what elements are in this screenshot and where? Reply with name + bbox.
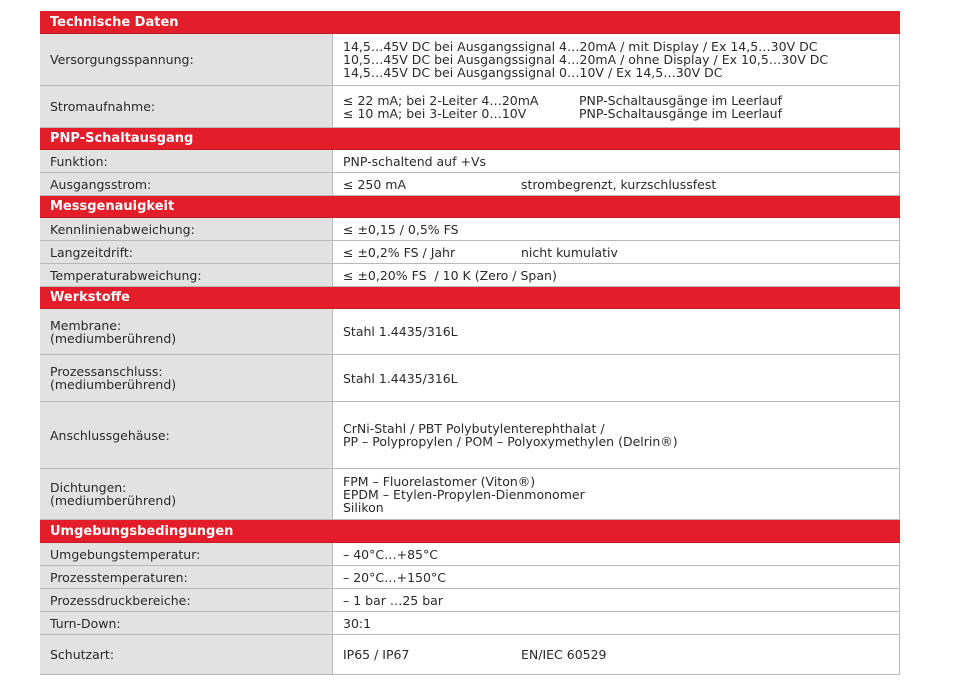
- spec-row-ausgangsstrom: [40, 173, 900, 196]
- value-text: ≤ 250 mA: [343, 176, 407, 192]
- spec-row-funktion: [40, 150, 900, 173]
- spec-label: [40, 309, 332, 354]
- spec-row-kennlinienabweichung: [40, 218, 900, 241]
- value-text: Stahl 1.4435/316L: [343, 324, 458, 339]
- section-header-technische-daten: [40, 11, 900, 34]
- spec-row-anschlussgehaeuse: [40, 402, 900, 469]
- section-header-werkstoffe: [40, 287, 900, 309]
- value-line: PP – Polypropylen / POM – Polyoxymethylen (Delrin®): [343, 434, 678, 449]
- value-note: PNP-Schaltausgänge im Leerlauf: [579, 105, 782, 121]
- spec-value: [332, 589, 900, 611]
- label-subtext: (mediumberührend): [50, 493, 177, 508]
- label-text: Prozesstemperaturen:: [50, 569, 188, 585]
- spec-row-membrane: [40, 309, 900, 355]
- label-text: Prozessanschluss:: [50, 364, 163, 379]
- value-text: ≤ ±0,15 / 0,5% FS: [343, 221, 459, 237]
- spec-value: [332, 355, 900, 401]
- label-text: Ausgangsstrom:: [50, 176, 152, 192]
- spec-row-prozessanschluss: [40, 355, 900, 402]
- label-text: Temperaturabweichung:: [50, 267, 202, 283]
- label-text: Versorgungsspannung:: [50, 52, 194, 67]
- spec-value: [332, 173, 900, 195]
- value-note: nicht kumulativ: [521, 244, 618, 260]
- section-title: Umgebungsbedingungen: [50, 523, 234, 539]
- spec-row-schutzart: [40, 635, 900, 675]
- spec-label: [40, 86, 332, 127]
- value-text: – 40°C…+85°C: [343, 546, 438, 562]
- spec-label: [40, 264, 332, 286]
- spec-value: [332, 218, 900, 240]
- label-subtext: (mediumberührend): [50, 330, 177, 346]
- section-header-pnp-schaltausgang: [40, 128, 900, 150]
- section-title: Werkstoffe: [50, 290, 130, 305]
- value-note: PNP-Schaltausgänge im Leerlauf: [579, 92, 782, 108]
- label-text: Stromaufnahme:: [50, 99, 156, 114]
- value-line: 14,5…45V DC bei Ausgangssignal 0…10V / Ex 14,5…30V DC: [343, 65, 723, 80]
- label-text: Langzeitdrift:: [50, 244, 133, 260]
- spec-value: [332, 543, 900, 565]
- spec-label: [40, 566, 332, 588]
- spec-label: [40, 150, 332, 172]
- spec-row-prozessdruckbereiche: [40, 589, 900, 612]
- label-text: Prozessdruckbereiche:: [50, 592, 191, 608]
- spec-label: [40, 241, 332, 263]
- spec-label: [40, 589, 332, 611]
- value-line: Silikon: [343, 499, 384, 515]
- value-text: PNP-schaltend auf +Vs: [343, 153, 487, 169]
- value-line: 10,5…45V DC bei Ausgangssignal 4…20mA / ohne Display / Ex 10,5…30V DC: [343, 52, 829, 67]
- spec-value: [332, 241, 900, 263]
- spec-value: [332, 34, 900, 85]
- value-text: – 1 bar …25 bar: [343, 592, 443, 608]
- spec-value: [332, 612, 900, 634]
- spec-label: [40, 612, 332, 634]
- value-note: strombegrenzt, kurzschlussfest: [521, 176, 717, 192]
- label-text: Anschlussgehäuse:: [50, 427, 170, 443]
- spec-label: [40, 34, 332, 85]
- spec-row-temperaturabweichung: [40, 264, 900, 287]
- value-text: ≤ 10 mA; bei 3-Leiter 0…10V: [343, 105, 527, 121]
- value-text: ≤ ±0,20% FS / 10 K (Zero / Span): [343, 267, 557, 283]
- spec-value: [332, 150, 900, 172]
- spec-label: [40, 635, 332, 674]
- value-text: Stahl 1.4435/316L: [343, 370, 458, 386]
- value-line: CrNi-Stahl / PBT Polybutylenterephthalat /: [343, 421, 605, 436]
- spec-value: [332, 469, 900, 519]
- value-line: 14,5…45V DC bei Ausgangssignal 4…20mA / mit Display / Ex 14,5…30V DC: [343, 39, 818, 54]
- value-note: EN/IEC 60529: [521, 647, 607, 662]
- label-text: Turn-Down:: [50, 615, 121, 631]
- section-title: Technische Daten: [50, 14, 179, 30]
- spec-value: [332, 635, 900, 674]
- label-text: Umgebungstemperatur:: [50, 546, 201, 562]
- label-text: Funktion:: [50, 153, 108, 169]
- value-line: EPDM – Etylen-Propylen-Dienmonomer: [343, 486, 585, 502]
- spec-row-turn-down: [40, 612, 900, 635]
- spec-label: [40, 402, 332, 468]
- section-title: Messgenauigkeit: [50, 199, 175, 214]
- spec-row-prozesstemperaturen: [40, 566, 900, 589]
- section-header-umgebungsbedingungen: [40, 520, 900, 543]
- spec-value: [332, 309, 900, 354]
- spec-label: [40, 543, 332, 565]
- spec-value: [332, 86, 900, 127]
- value-text: ≤ ±0,2% FS / Jahr: [343, 244, 456, 260]
- spec-row-dichtungen: [40, 469, 900, 520]
- spec-sheet: [40, 11, 900, 675]
- spec-row-langzeitdrift: [40, 241, 900, 264]
- spec-value: [332, 264, 900, 286]
- label-text: Kennlinienabweichung:: [50, 221, 195, 237]
- spec-row-stromaufnahme: [40, 86, 900, 128]
- spec-row-versorgungsspannung: [40, 34, 900, 86]
- spec-row-umgebungstemperatur: [40, 543, 900, 566]
- value-text: IP65 / IP67: [343, 647, 410, 662]
- spec-label: [40, 173, 332, 195]
- label-subtext: (mediumberührend): [50, 377, 177, 392]
- value-line: FPM – Fluorelastomer (Viton®): [343, 473, 536, 489]
- spec-value: [332, 402, 900, 468]
- value-text: – 20°C…+150°C: [343, 569, 446, 585]
- value-text: 30:1: [343, 615, 372, 631]
- label-text: Dichtungen:: [50, 480, 127, 495]
- spec-label: [40, 469, 332, 519]
- section-header-messgenauigkeit: [40, 196, 900, 218]
- spec-label: [40, 355, 332, 401]
- value-text: ≤ 22 mA; bei 2-Leiter 4…20mA: [343, 92, 539, 108]
- section-title: PNP-Schaltausgang: [50, 131, 194, 146]
- spec-value: [332, 566, 900, 588]
- label-text: Schutzart:: [50, 647, 115, 662]
- label-text: Membrane:: [50, 317, 122, 333]
- spec-label: [40, 218, 332, 240]
